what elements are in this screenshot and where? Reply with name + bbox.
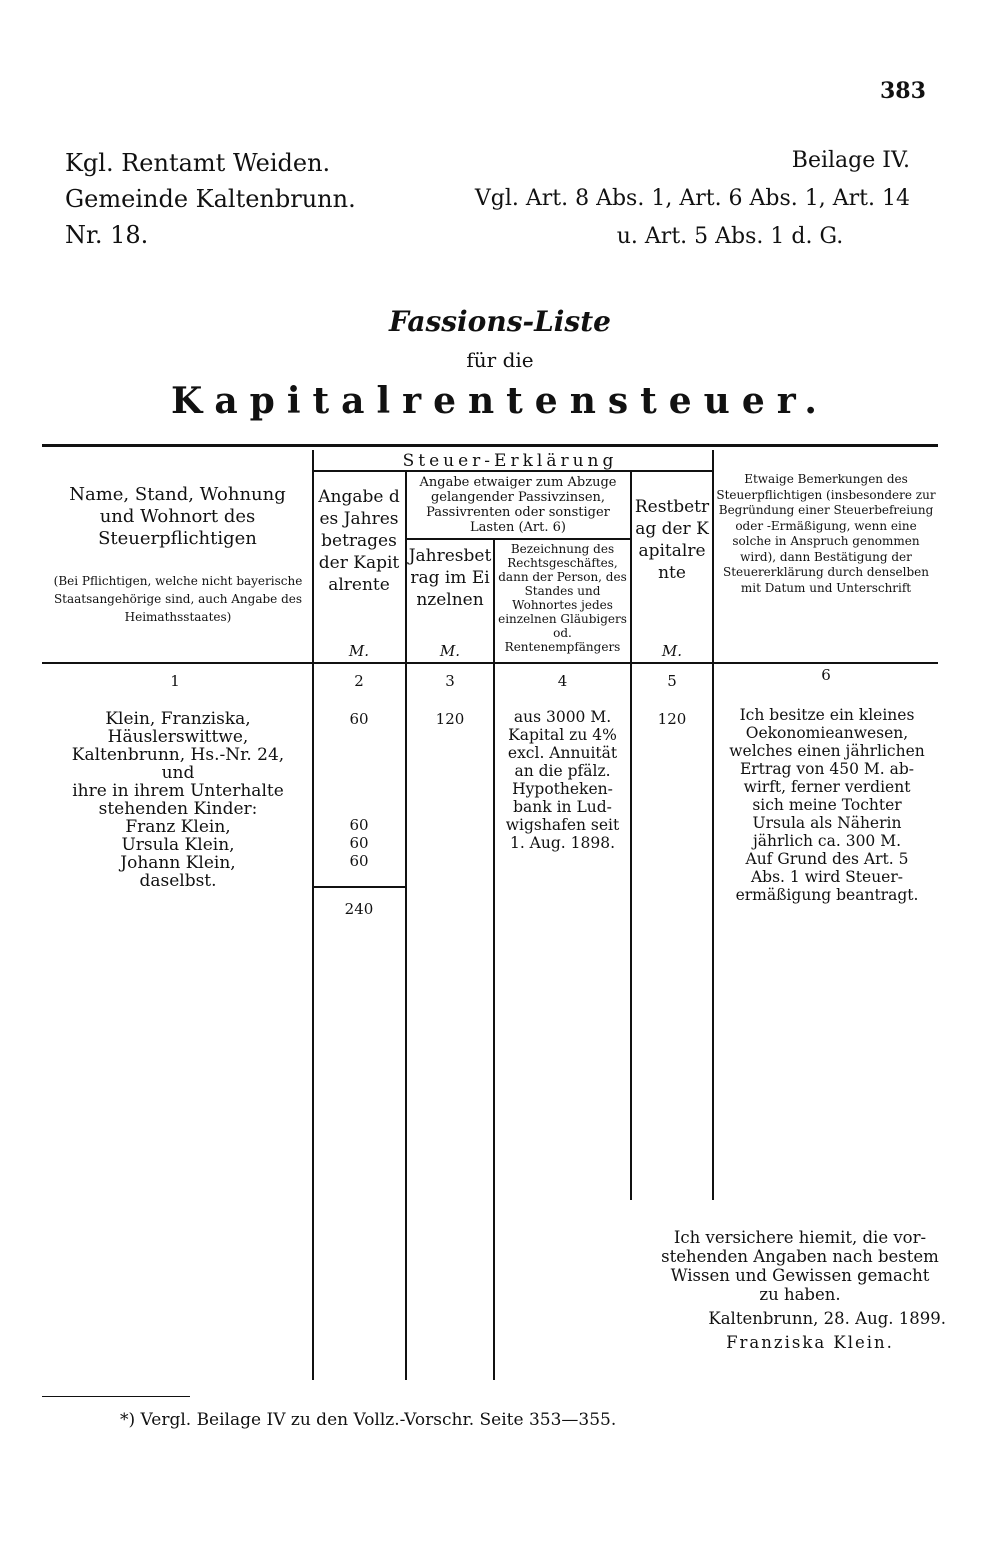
col5-value: 120: [657, 710, 687, 728]
header-left-line: Nr. 18.: [65, 221, 149, 249]
col4-line: excl. Annuität: [507, 744, 618, 762]
col6-entry: [716, 706, 938, 904]
col6-line: Ertrag von 450 M. ab-: [739, 760, 915, 778]
col2-value: 60: [349, 816, 369, 834]
col4-line: wigshafen seit: [505, 816, 620, 834]
col2-value: 60: [349, 852, 369, 870]
col3-unit: M.: [439, 642, 461, 660]
declaration: [640, 1228, 960, 1352]
col6-line: ermäßigung beantragt.: [735, 886, 919, 904]
col-divider-1: [312, 450, 314, 1380]
subgroup-header-rule: [405, 538, 631, 540]
col1-line: stehenden Kinder:: [98, 799, 258, 819]
col1-line: ihre in ihrem Unterhalte: [72, 781, 284, 801]
header-left-line: Kgl. Rentamt Weiden.: [65, 149, 331, 177]
col2-header: Angabe des Jahresbetrages der Kapitalrente: [318, 487, 400, 595]
col-number: 2: [354, 672, 364, 690]
col-divider-5: [712, 450, 714, 1200]
table-top-rule: [42, 444, 938, 447]
col3-header: Jahresbetrag im Einzelnen: [408, 546, 492, 610]
col-number: 3: [445, 672, 455, 690]
col2-value: 60: [349, 834, 369, 852]
page-number: 383: [880, 78, 926, 104]
col4-line: aus 3000 M.: [513, 708, 612, 726]
col1-note: (Bei Pflichtigen, welche nicht bayerische Staatsangehörige sind, auch Angabe des Heimathsstaates): [53, 574, 303, 624]
signature: Franziska Klein.: [726, 1333, 894, 1352]
col4-line: Kapital zu 4%: [508, 726, 617, 744]
header-right-line: u. Art. 5 Abs. 1 d. G.: [616, 224, 844, 249]
col-divider-3: [493, 540, 495, 1380]
subgroup-header: Angabe etwaiger zum Abzuge gelangender Passivzinsen, Passivrenten oder sonstiger Lasten (Art. 6): [419, 475, 617, 535]
col-divider-4: [630, 472, 632, 1200]
declaration-line: stehenden Angaben nach bestem: [661, 1247, 939, 1266]
col5-header: Restbetrag der Kapitalrente: [634, 497, 710, 583]
col-number: 5: [667, 672, 677, 690]
col1-line: Klein, Franziska,: [105, 709, 251, 729]
col4-header: Bezeichnung des Rechtsgeschäftes, dann der Person, des Standes und Wohnortes jedes einzelnen Gläubigers od. Rentenempfängers: [498, 542, 627, 654]
col6-line: Auf Grund des Art. 5: [745, 850, 909, 868]
title-fassions-liste: Fassions-Liste: [389, 305, 611, 338]
col1-entry: [48, 710, 308, 890]
col4-line: Hypotheken-: [512, 780, 613, 798]
col1-line: Franz Klein,: [125, 817, 231, 837]
header-right-line: Vgl. Art. 8 Abs. 1, Art. 6 Abs. 1, Art. 14: [474, 186, 910, 211]
col1-line: Johann Klein,: [120, 853, 236, 873]
col1-header: Name, Stand, Wohnung und Wohnort des Steuerpflichtigen: [69, 484, 286, 549]
declaration-line: Wissen und Gewissen gemacht: [670, 1266, 930, 1285]
col-number: 1: [170, 672, 180, 690]
col6-line: jährlich ca. 300 M.: [752, 832, 902, 850]
declaration-line: zu haben.: [759, 1285, 841, 1304]
col4-line: an die pfälz.: [514, 762, 611, 780]
col1-line: daselbst.: [139, 871, 217, 891]
col4-entry: [496, 708, 629, 852]
col2-total: 240: [344, 900, 374, 918]
col4-line: bank in Lud-: [513, 798, 612, 816]
col6-line: Abs. 1 wird Steuer-: [750, 868, 904, 886]
table-header-rule: [42, 662, 938, 664]
col1-line: Ursula Klein,: [121, 835, 235, 855]
col1-line: Kaltenbrunn, Hs.-Nr. 24,: [71, 745, 285, 765]
col6-line: wirft, ferner verdient: [743, 778, 911, 796]
col-number: 4: [557, 672, 568, 690]
col3-value: 120: [435, 710, 465, 728]
title-fuer-die: für die: [466, 348, 534, 372]
col-number: 6: [821, 666, 831, 684]
place-date: Kaltenbrunn, 28. Aug. 1899.: [708, 1309, 946, 1328]
col6-line: sich meine Tochter: [752, 796, 902, 814]
col6-line: Ursula als Näherin: [752, 814, 902, 832]
col6-line: Ich besitze ein kleines: [739, 706, 915, 724]
col6-line: Oekonomieanwesen,: [745, 724, 909, 742]
footnote: *) Vergl. Beilage IV zu den Vollz.-Vorschr. Seite 353—355.: [120, 1410, 617, 1430]
title-kapitalrentensteuer: Kapitalrentensteuer.: [171, 380, 829, 422]
col6-header: Etwaige Bemerkungen des Steuerpflichtigen (insbesondere zur Begründung einer Steuerbefreiung oder -Ermäßigung, wenn eine solche in Anspruch genommen wird), dann Bestätigung der Steuererklärung durch denselben mit Datum und Unterschrift: [716, 472, 936, 595]
sum-rule: [312, 886, 405, 888]
col-divider-2: [405, 472, 407, 1380]
header-right: [470, 142, 910, 256]
footnote-rule: [42, 1396, 190, 1397]
header-left-line: Gemeinde Kaltenbrunn.: [65, 185, 356, 213]
header-left: [65, 145, 356, 253]
col5-unit: M.: [661, 642, 683, 660]
col2-unit: M.: [348, 642, 370, 660]
header-right-line: Beilage IV.: [791, 148, 910, 173]
col2-value: 60: [349, 710, 369, 728]
group-header: Steuer-Erklärung: [402, 451, 618, 471]
col1-line: und: [161, 763, 195, 783]
col6-line: welches einen jährlichen: [729, 742, 925, 760]
declaration-line: Ich versichere hiemit, die vor-: [673, 1228, 927, 1247]
col4-line: 1. Aug. 1898.: [509, 834, 616, 852]
col1-line: Häuslerswittwe,: [107, 727, 249, 747]
